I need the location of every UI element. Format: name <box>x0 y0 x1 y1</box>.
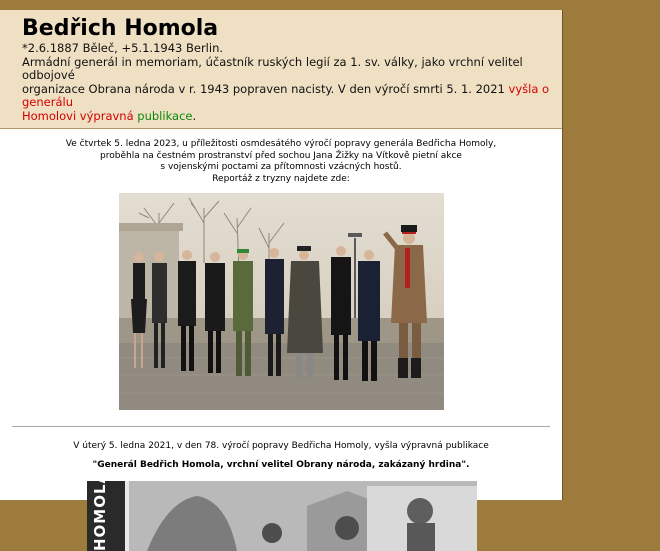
intro-line-3: s vojenskými poctami za přítomnosti vzácných hostů. <box>160 162 402 172</box>
book-spine-title: HOMOLA <box>91 470 109 551</box>
publication-link-part-1[interactable]: vyšla o generálu <box>22 81 550 109</box>
ceremony-photo[interactable] <box>119 193 444 410</box>
intro-line-2: proběhla na čestném prostranství před sochou Jana Žižky na Vítkově pietní akce <box>100 150 462 161</box>
bio-line-2-text: organizace Obrana národa v r. 1943 popraven nacisty. V den výročí smrti 5. 1. 2021 <box>22 81 505 96</box>
content-area <box>0 139 562 551</box>
publication-link-part-3[interactable]: publikace <box>137 108 193 123</box>
intro-line-4: Reportáž z tryzny najdete zde: <box>212 173 350 184</box>
life-dates: *2.6.1887 Běleč, +5.1.1943 Berlin. <box>22 41 224 55</box>
ceremony-intro <box>0 139 562 185</box>
main-page <box>0 10 563 551</box>
bio-line-1: Armádní generál in memoriam, účastník ruských legií za 1. sv. války, jako vrchní velitel odbojové <box>22 54 523 82</box>
bio-line-2 <box>22 83 552 110</box>
page-header <box>0 10 562 129</box>
intro-line-1: Ve čtvrtek 5. ledna 2023, u příležitosti osmdesátého výročí popravy generála Bedřicha Homoly, <box>65 139 497 149</box>
section-divider <box>12 426 550 427</box>
publication-link-part-2[interactable]: Homolovi výpravná <box>22 108 134 123</box>
period: . <box>192 108 197 123</box>
publication-announcement: V úterý 5. ledna 2021, v den 78. výročí popravy Bedřicha Homoly, vyšla výpravná publikace <box>73 441 489 451</box>
page-title: Bedřich Homola <box>22 16 219 41</box>
publication-title: "Generál Bedřich Homola, vrchní velitel Obrany národa, zakázaný hrdina". <box>92 460 470 470</box>
book-cover-image[interactable] <box>87 470 477 551</box>
bio-line-3 <box>22 110 552 124</box>
